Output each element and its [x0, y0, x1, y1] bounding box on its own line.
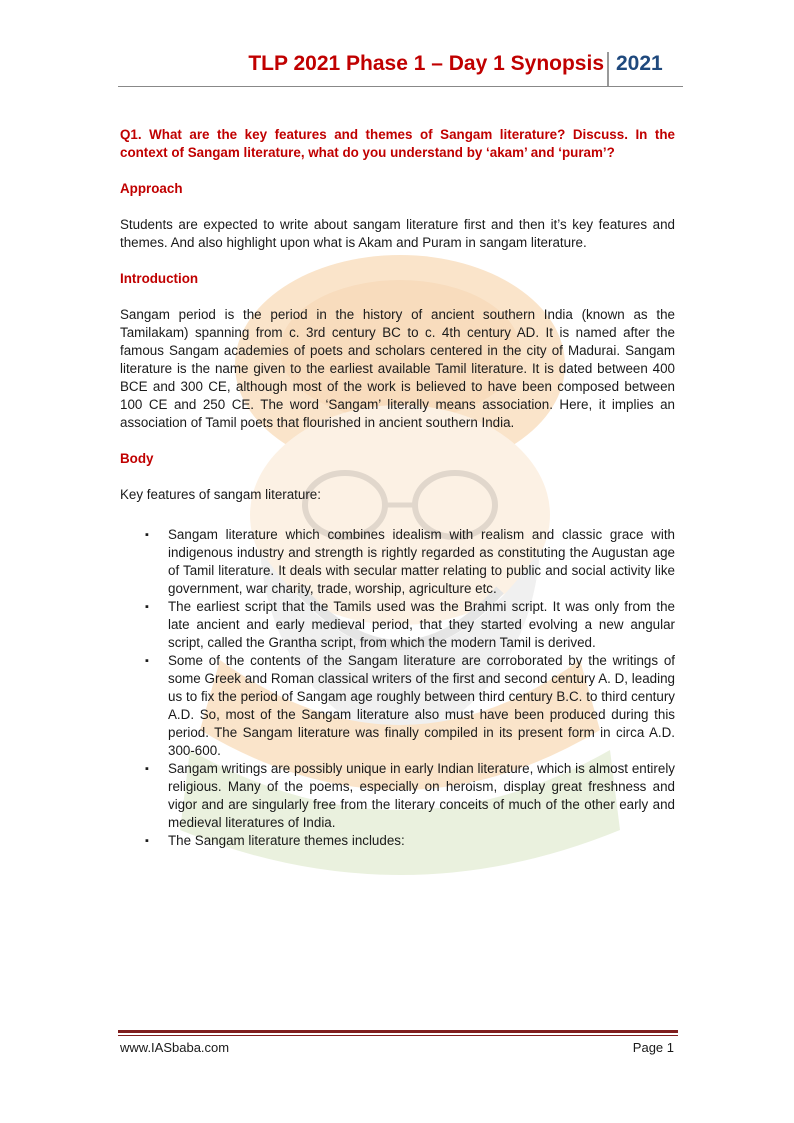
list-item: ▪ Sangam writings are possibly unique in early Indian literature, which is almost entirely religious. Many of the poems, especially on heroism, display great freshness and vigor and are singularly free from the literary conceits of much of the other early and medieval literatures of India. — [145, 761, 675, 830]
bullet-icon: ▪ — [145, 835, 149, 847]
bullet-icon: ▪ — [145, 763, 149, 775]
introduction-heading: Introduction — [120, 271, 199, 286]
approach-heading: Approach — [120, 181, 183, 196]
list-item: ▪ The earliest script that the Tamils used was the Brahmi script. It was only from the late ancient and early medieval period, that they started evolving a new angular script, called the Grantha script, from which the modern Tamil is derived. — [145, 599, 675, 650]
features-list — [120, 526, 675, 850]
question-text: Q1. What are the key features and themes of Sangam literature? Discuss. In the context of Sangam literature, what do you understand by ‘akam’ and ‘puram’? — [120, 127, 675, 160]
footer-website: www.IASbaba.com — [120, 1040, 230, 1055]
document-body — [120, 126, 675, 850]
header-rule — [118, 86, 683, 87]
approach-text: Students are expected to write about sangam literature first and then it’s key features and themes. And also highlight upon what is Akam and Puram in sangam literature. — [120, 217, 675, 250]
introduction-text: Sangam period is the period in the history of ancient southern India (known as the Tamilakam) spanning from c. 3rd century BC to c. 4th century AD. It is named after the famous Sangam academies of poets and scholars centered in the city of Madurai. Sangam literature is the name given to the earliest available Tamil literature. It is dated between 400 BCE and 300 CE, although most of the work is believed to have been composed between 100 CE and 250 CE. The word ‘Sangam’ literally means association. Here, it implies an association of Tamil poets that flourished in ancient southern India. — [120, 307, 675, 430]
list-item: ▪ Sangam literature which combines idealism with realism and classic grace with indigenous industry and strength is rightly regarded as constituting the Augustan age of Tamil literature. It deals with secular matter relating to public and social activity like government, war charity, trade, worship, agriculture etc. — [145, 527, 675, 596]
bullet-icon: ▪ — [145, 601, 149, 613]
footer-rule-thin — [118, 1035, 678, 1036]
footer-rule — [118, 1030, 678, 1033]
bullet-icon: ▪ — [145, 655, 149, 667]
page-header — [0, 52, 682, 88]
bullet-icon: ▪ — [145, 529, 149, 541]
footer-page-number: Page 1 — [632, 1040, 674, 1055]
header-title: TLP 2021 Phase 1 – Day 1 Synopsis — [248, 52, 604, 75]
body-heading: Body — [120, 451, 154, 466]
list-item: ▪ Some of the contents of the Sangam literature are corroborated by the writings of some Greek and Roman classical writers of the first and second century A. D, leading us to fix the period of Sangam age roughly between third century B.C. to third century A.D. So, most of the Sangam literature also must have been produced during this period. The Sangam literature was finally compiled in its present form in circa A.D. 300-600. — [145, 653, 675, 758]
body-intro: Key features of sangam literature: — [120, 487, 321, 502]
header-year: 2021 — [616, 52, 663, 75]
header-divider — [607, 52, 609, 86]
list-item: ▪ The Sangam literature themes includes: — [145, 833, 405, 848]
